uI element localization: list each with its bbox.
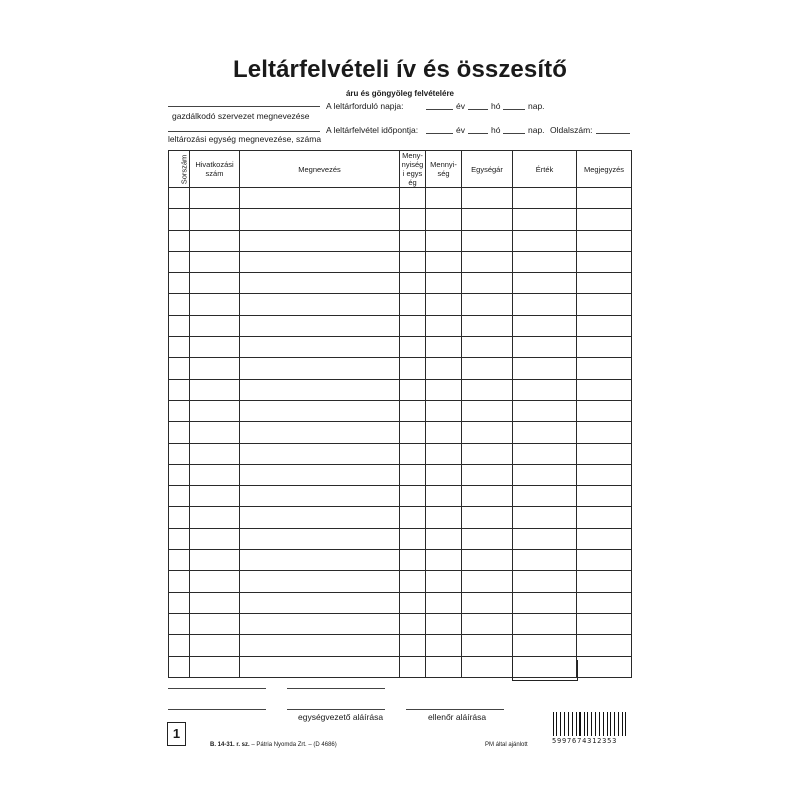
table-cell[interactable]: [462, 337, 513, 358]
table-cell[interactable]: [190, 273, 240, 294]
barcode-bar: [622, 712, 623, 736]
table-cell[interactable]: [400, 379, 426, 400]
barcode-bar: [576, 712, 577, 736]
table-row: [169, 464, 632, 485]
table-cell[interactable]: [577, 188, 632, 209]
table-cell[interactable]: [400, 400, 426, 421]
barcode-bar: [564, 712, 565, 736]
table-cell[interactable]: [577, 273, 632, 294]
table-cell[interactable]: [240, 251, 400, 272]
unit-name-line[interactable]: [168, 131, 320, 132]
table-cell[interactable]: [400, 635, 426, 656]
table-row: [169, 188, 632, 209]
table-cell[interactable]: [190, 209, 240, 230]
barcode-bar: [560, 712, 561, 736]
column-header-name: Megnevezés: [240, 151, 400, 188]
table-cell[interactable]: [190, 486, 240, 507]
table-cell[interactable]: [513, 571, 577, 592]
table-cell[interactable]: [169, 422, 190, 443]
turnover-date-label: A leltárforduló napja:: [326, 101, 404, 111]
table-row: [169, 209, 632, 230]
table-row: [169, 507, 632, 528]
barcode-bar: [555, 712, 556, 736]
table-cell[interactable]: [513, 635, 577, 656]
barcode-bar: [578, 712, 579, 736]
table-cell[interactable]: [400, 528, 426, 549]
table-cell[interactable]: [426, 613, 462, 634]
table-cell[interactable]: [240, 337, 400, 358]
table-row: [169, 400, 632, 421]
table-cell[interactable]: [169, 379, 190, 400]
barcode-bar: [553, 712, 554, 736]
barcode-bar: [566, 712, 567, 736]
signature-line[interactable]: [168, 688, 266, 689]
table-cell[interactable]: [240, 528, 400, 549]
barcode-bar: [616, 712, 617, 736]
table-cell[interactable]: [426, 507, 462, 528]
table-cell[interactable]: [577, 358, 632, 379]
total-value-box[interactable]: [512, 660, 578, 681]
table-cell[interactable]: [190, 315, 240, 336]
table-cell[interactable]: [462, 315, 513, 336]
table-cell[interactable]: [513, 315, 577, 336]
year-label: év: [456, 101, 465, 111]
column-header-serial: [169, 151, 190, 188]
table-cell[interactable]: [513, 400, 577, 421]
controller-signature-line[interactable]: [406, 709, 504, 710]
table-cell[interactable]: [169, 400, 190, 421]
table-cell[interactable]: [513, 230, 577, 251]
serial-header-label: Sorszám: [179, 154, 189, 184]
table-cell[interactable]: [190, 294, 240, 315]
barcode-bar: [599, 712, 600, 736]
signature-line[interactable]: [287, 688, 385, 689]
table-cell[interactable]: [513, 379, 577, 400]
table-cell[interactable]: [169, 550, 190, 571]
table-row: [169, 273, 632, 294]
barcode-bar: [593, 712, 594, 736]
table-cell[interactable]: [462, 188, 513, 209]
table-cell[interactable]: [400, 337, 426, 358]
table-row: [169, 550, 632, 571]
barcode-bar: [618, 712, 619, 736]
barcode-bar: [603, 712, 604, 736]
table-cell[interactable]: [577, 592, 632, 613]
table-cell[interactable]: [190, 635, 240, 656]
table-cell[interactable]: [462, 507, 513, 528]
table-cell[interactable]: [400, 358, 426, 379]
table-cell[interactable]: [426, 635, 462, 656]
reference-header-label: Hivatkozási szám: [195, 160, 234, 178]
year-label: év: [456, 125, 465, 135]
inventory-table: [168, 150, 632, 678]
table-cell[interactable]: [240, 656, 400, 677]
unit-manager-signature-label: egységvezető aláírása: [298, 712, 384, 722]
page-number-field[interactable]: [596, 133, 630, 134]
table-cell[interactable]: [240, 400, 400, 421]
inventory-date-label: A leltárfelvétel időpontja:: [326, 125, 419, 135]
table-cell[interactable]: [513, 486, 577, 507]
table-cell[interactable]: [462, 251, 513, 272]
table-cell[interactable]: [190, 528, 240, 549]
table-cell[interactable]: [462, 592, 513, 613]
table-cell[interactable]: [462, 613, 513, 634]
table-row: [169, 486, 632, 507]
table-cell[interactable]: [426, 358, 462, 379]
table-cell[interactable]: [400, 294, 426, 315]
table-cell[interactable]: [400, 571, 426, 592]
table-cell[interactable]: [513, 337, 577, 358]
table-cell[interactable]: [190, 400, 240, 421]
table-cell[interactable]: [169, 486, 190, 507]
column-header-value: Érték: [513, 151, 577, 188]
barcode-number: 5997674312353: [552, 737, 618, 745]
table-cell[interactable]: [190, 592, 240, 613]
table-cell[interactable]: [513, 613, 577, 634]
table-cell[interactable]: [513, 464, 577, 485]
month-label: hó: [491, 125, 501, 135]
table-cell[interactable]: [240, 592, 400, 613]
table-row: [169, 294, 632, 315]
table-cell[interactable]: [513, 273, 577, 294]
table-cell[interactable]: [169, 528, 190, 549]
table-cell[interactable]: [190, 337, 240, 358]
table-cell[interactable]: [400, 209, 426, 230]
table-cell[interactable]: [240, 273, 400, 294]
barcode-bar: [589, 712, 590, 736]
column-header-quantity: [426, 151, 462, 188]
table-cell[interactable]: [513, 188, 577, 209]
table-cell[interactable]: [462, 656, 513, 677]
table-cell[interactable]: [577, 209, 632, 230]
barcode-bar: [556, 712, 557, 736]
table-cell[interactable]: [400, 230, 426, 251]
form-code: [210, 742, 337, 748]
table-cell[interactable]: [426, 188, 462, 209]
table-cell[interactable]: [240, 188, 400, 209]
table-cell[interactable]: [240, 550, 400, 571]
day-label: nap.: [528, 125, 545, 135]
table-cell[interactable]: [577, 337, 632, 358]
table-cell[interactable]: [400, 443, 426, 464]
table-row: [169, 422, 632, 443]
table-cell[interactable]: [462, 273, 513, 294]
table-cell[interactable]: [240, 230, 400, 251]
quantity-header-label: Mennyi-ség: [430, 160, 457, 178]
table-cell[interactable]: [169, 613, 190, 634]
table-cell[interactable]: [426, 550, 462, 571]
table-cell[interactable]: [513, 528, 577, 549]
table-cell[interactable]: [169, 294, 190, 315]
table-cell[interactable]: [400, 273, 426, 294]
day-label: nap.: [528, 101, 545, 111]
table-cell[interactable]: [400, 251, 426, 272]
table-cell[interactable]: [190, 251, 240, 272]
barcode: [553, 712, 629, 736]
table-cell[interactable]: [169, 358, 190, 379]
barcode-bar: [608, 712, 609, 736]
table-cell[interactable]: [577, 571, 632, 592]
table-cell[interactable]: [190, 230, 240, 251]
table-row: [169, 443, 632, 464]
table-cell[interactable]: [426, 379, 462, 400]
turnover-month-field[interactable]: [468, 109, 488, 110]
table-cell[interactable]: [577, 613, 632, 634]
unit-name-label: leltározási egység megnevezése, száma: [168, 134, 322, 144]
table-cell[interactable]: [462, 230, 513, 251]
page-number-label: Oldalszám:: [550, 125, 593, 135]
table-cell[interactable]: [169, 209, 190, 230]
table-row: [169, 571, 632, 592]
table-cell[interactable]: [577, 507, 632, 528]
table-cell[interactable]: [426, 337, 462, 358]
table-cell[interactable]: [426, 294, 462, 315]
table-cell[interactable]: [400, 507, 426, 528]
table-cell[interactable]: [169, 464, 190, 485]
table-row: [169, 315, 632, 336]
table-cell[interactable]: [240, 379, 400, 400]
table-cell[interactable]: [400, 613, 426, 634]
table-cell[interactable]: [513, 592, 577, 613]
table-cell[interactable]: [400, 464, 426, 485]
table-cell[interactable]: [240, 507, 400, 528]
controller-signature-label: ellenőr aláírása: [428, 712, 487, 722]
barcode-bar: [570, 712, 571, 736]
table-cell[interactable]: [513, 422, 577, 443]
table-cell[interactable]: [462, 422, 513, 443]
table-cell[interactable]: [169, 337, 190, 358]
table-cell[interactable]: [426, 209, 462, 230]
table-cell[interactable]: [169, 273, 190, 294]
table-cell[interactable]: [169, 188, 190, 209]
table-cell[interactable]: [400, 422, 426, 443]
table-cell[interactable]: [400, 592, 426, 613]
table-cell[interactable]: [426, 486, 462, 507]
table-cell[interactable]: [577, 656, 632, 677]
table-cell[interactable]: [190, 613, 240, 634]
column-header-unit-price: Egységár: [462, 151, 513, 188]
table-cell[interactable]: [190, 443, 240, 464]
table-cell[interactable]: [577, 422, 632, 443]
org-name-label: gazdálkodó szervezet megnevezése: [172, 111, 310, 121]
table-row: [169, 251, 632, 272]
table-cell[interactable]: [513, 251, 577, 272]
table-cell[interactable]: [400, 656, 426, 677]
barcode-bar: [572, 712, 573, 736]
org-name-line[interactable]: [168, 106, 320, 107]
table-cell[interactable]: [462, 209, 513, 230]
barcode-bar: [601, 712, 602, 736]
inventory-day-field[interactable]: [503, 133, 525, 134]
table-cell[interactable]: [577, 400, 632, 421]
table-cell[interactable]: [462, 379, 513, 400]
barcode-bar: [604, 712, 605, 736]
table-cell[interactable]: [240, 422, 400, 443]
table-cell[interactable]: [577, 486, 632, 507]
barcode-bar: [568, 712, 569, 736]
form-subtitle: áru és göngyöleg felvételére: [345, 89, 455, 98]
table-cell[interactable]: [240, 358, 400, 379]
table-cell[interactable]: [513, 443, 577, 464]
table-cell[interactable]: [169, 315, 190, 336]
table-cell[interactable]: [577, 528, 632, 549]
table-cell[interactable]: [577, 635, 632, 656]
table-row: [169, 358, 632, 379]
table-row: [169, 230, 632, 251]
table-cell[interactable]: [462, 400, 513, 421]
signature-line[interactable]: [168, 709, 266, 710]
table-cell[interactable]: [190, 464, 240, 485]
table-cell[interactable]: [169, 592, 190, 613]
table-cell[interactable]: [240, 443, 400, 464]
table-cell[interactable]: [400, 486, 426, 507]
table-cell[interactable]: [513, 358, 577, 379]
table-cell[interactable]: [426, 592, 462, 613]
barcode-bar: [614, 712, 616, 736]
table-cell[interactable]: [462, 571, 513, 592]
table-row: [169, 613, 632, 634]
table-cell[interactable]: [190, 188, 240, 209]
barcode-bar: [607, 712, 608, 736]
table-cell[interactable]: [426, 528, 462, 549]
table-cell[interactable]: [577, 379, 632, 400]
table-cell[interactable]: [426, 422, 462, 443]
table-cell[interactable]: [513, 294, 577, 315]
barcode-bar: [587, 712, 588, 736]
barcode-bar: [627, 712, 628, 736]
table-cell[interactable]: [190, 656, 240, 677]
table-cell[interactable]: [400, 550, 426, 571]
table-cell[interactable]: [169, 656, 190, 677]
table-cell[interactable]: [169, 571, 190, 592]
table-cell[interactable]: [240, 571, 400, 592]
table-cell[interactable]: [577, 230, 632, 251]
barcode-bar: [584, 712, 585, 736]
recommended-label: PM által ajánlott: [485, 742, 528, 748]
table-cell[interactable]: [462, 294, 513, 315]
table-cell[interactable]: [462, 443, 513, 464]
barcode-bar: [558, 712, 559, 736]
table-cell[interactable]: [190, 571, 240, 592]
column-header-unit: [400, 151, 426, 188]
barcode-bar: [610, 712, 611, 736]
table-cell[interactable]: [462, 635, 513, 656]
table-row: [169, 592, 632, 613]
page-number-box: 1: [167, 722, 186, 746]
table-cell[interactable]: [240, 209, 400, 230]
table-cell[interactable]: [426, 571, 462, 592]
table-cell[interactable]: [462, 550, 513, 571]
unit-manager-signature-line[interactable]: [287, 709, 385, 710]
table-cell[interactable]: [462, 528, 513, 549]
column-header-reference: [190, 151, 240, 188]
table-cell[interactable]: [169, 507, 190, 528]
barcode-bar: [579, 712, 581, 736]
table-cell[interactable]: [240, 486, 400, 507]
table-cell[interactable]: [169, 251, 190, 272]
barcode-bar: [585, 712, 586, 736]
barcode-bar: [562, 712, 564, 736]
inventory-month-field[interactable]: [468, 133, 488, 134]
table-row: [169, 337, 632, 358]
table-header-row: [169, 151, 632, 188]
table-cell[interactable]: [513, 550, 577, 571]
table-cell[interactable]: [426, 273, 462, 294]
table-cell[interactable]: [426, 315, 462, 336]
table-cell[interactable]: [190, 550, 240, 571]
inventory-year-field[interactable]: [426, 133, 453, 134]
table-cell[interactable]: [577, 315, 632, 336]
table-row: [169, 528, 632, 549]
printer-label: – Pátria Nyomda Zrt. – (D 4686): [251, 742, 337, 748]
turnover-day-field[interactable]: [503, 109, 525, 110]
form-title: Leltárfelvételi ív és összesítő: [233, 56, 567, 83]
turnover-year-field[interactable]: [426, 109, 453, 110]
barcode-bar: [597, 712, 598, 736]
table-cell[interactable]: [400, 315, 426, 336]
table-row: [169, 635, 632, 656]
table-cell[interactable]: [190, 507, 240, 528]
table-cell[interactable]: [462, 486, 513, 507]
table-cell[interactable]: [462, 464, 513, 485]
table-row: [169, 379, 632, 400]
table-cell[interactable]: [240, 635, 400, 656]
table-cell[interactable]: [169, 635, 190, 656]
table-cell[interactable]: [426, 443, 462, 464]
table-cell[interactable]: [462, 358, 513, 379]
table-cell[interactable]: [426, 251, 462, 272]
table-cell[interactable]: [577, 464, 632, 485]
table-cell[interactable]: [426, 464, 462, 485]
table-cell[interactable]: [426, 656, 462, 677]
barcode-bar: [595, 712, 597, 736]
month-label: hó: [491, 101, 501, 111]
barcode-bar: [574, 712, 575, 736]
table-cell[interactable]: [426, 230, 462, 251]
barcode-bar: [612, 712, 613, 736]
table-cell[interactable]: [400, 188, 426, 209]
table-cell[interactable]: [190, 358, 240, 379]
table-cell[interactable]: [190, 422, 240, 443]
table-cell[interactable]: [577, 443, 632, 464]
table-cell[interactable]: [240, 294, 400, 315]
table-cell[interactable]: [577, 550, 632, 571]
table-cell[interactable]: [169, 443, 190, 464]
barcode-bar: [624, 712, 625, 736]
barcode-bar: [625, 712, 626, 736]
table-cell[interactable]: [426, 400, 462, 421]
barcode-bar: [591, 712, 592, 736]
table-cell[interactable]: [240, 613, 400, 634]
table-cell[interactable]: [169, 230, 190, 251]
unit-header-label: Meny-nyiségi egység: [401, 151, 424, 187]
barcode-bar: [620, 712, 621, 736]
table-cell[interactable]: [240, 315, 400, 336]
column-header-notes: Megjegyzés: [577, 151, 632, 188]
table-cell[interactable]: [240, 464, 400, 485]
form-code-label: B. 14-31. r. sz.: [210, 742, 250, 748]
table-cell[interactable]: [513, 507, 577, 528]
table-cell[interactable]: [190, 379, 240, 400]
table-cell[interactable]: [577, 251, 632, 272]
barcode-bar: [582, 712, 583, 736]
table-cell[interactable]: [513, 209, 577, 230]
table-cell[interactable]: [577, 294, 632, 315]
